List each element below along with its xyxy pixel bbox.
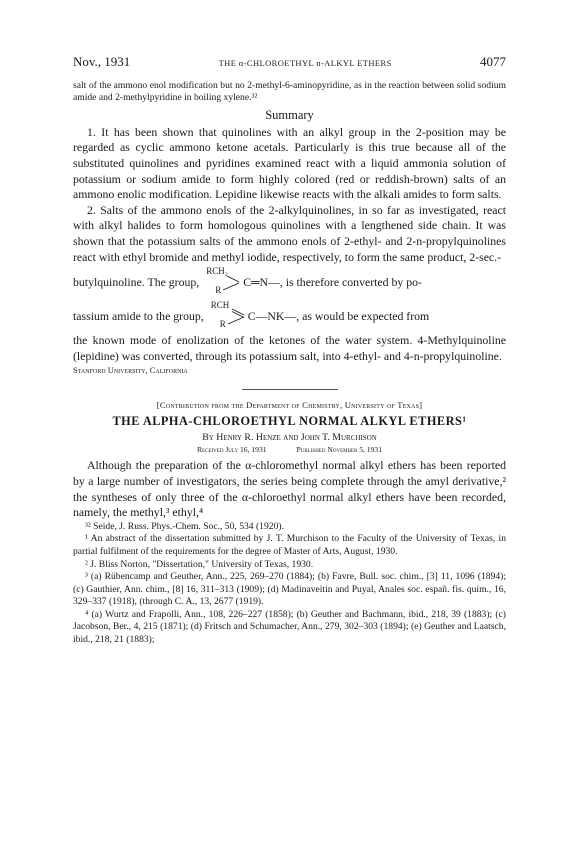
formula2-post-text: C—NK—, as would be expected from — [247, 308, 430, 323]
article-dates — [73, 445, 506, 454]
formula1-bottom-group: R — [215, 285, 222, 296]
bond-lines-1 — [199, 265, 243, 299]
summary-heading: Summary — [265, 107, 314, 122]
ketimine-structure — [199, 265, 243, 299]
summary-paragraph-2: 2. Salts of the ammono enols of the 2-alkylquinolines, in so far as investigated, react with alkyl halides to form homologous quinolines with a lengthened side chain. It was shown that the potassium salts of the ammono enols of 2-ethyl- and 2-n-propylquinolines react with ethyl bromide and methyl iodide, respectively, to form the same product, 2-sec.- — [73, 202, 506, 264]
formula-line-1 — [73, 265, 506, 299]
formula1-top-group: RCH₂ — [206, 266, 228, 277]
formula-line-2 — [73, 299, 506, 333]
article-body: Although the preparation of the α-chloromethyl normal alkyl ethers has been reported by a large number of investigators, the series being complete through the amyl derivative,² the syntheses of only three of the α-chloroethyl normal alkyl ethers have been recorded, namely, the methyl,³ ethyl,⁴ — [73, 458, 506, 520]
bond-lines-2 — [204, 299, 248, 333]
running-title: THE α-CHLOROETHYL n-ALKYL ETHERS — [218, 58, 392, 68]
page-number: 4077 — [479, 54, 506, 69]
intro-note: salt of the ammono enol modification but no 2-methyl-6-aminopyridine, as in the reaction between solid sodium amide and 2-methylpyridine in boiling xylene.³² — [73, 80, 506, 104]
summary-paragraph-1: 1. It has been shown that quinolines with an alkyl group in the 2-position may be regarded as cyclic ammono ketone acetals. Particularly is this true because all of the substituted quinolines and pyridines examined react with a liquid ammonia solution of potassium or sodium amide to form highly colored (red or reddish-brown) salts of an ammono enolic modification. Lepidine likewise reacts with the alkali amides to form salts. — [73, 124, 506, 202]
footnote-3: ³ (a) Rübencamp and Geuther, Ann., 225, 269–270 (1884); (b) Favre, Bull. soc. chim., [3] 11, 1096 (1894); (c) Gauthier, Ann. chim., [8] 16, 311–313 (1909); (d) Madinaveitin and Puyal, Anales soc. españ. fis. quím., 16, 329–337 (1918), (through C. A., 13, 2677 (1919). — [73, 571, 506, 608]
section-divider — [242, 389, 338, 390]
published-date: Published November 5, 1931 — [296, 445, 382, 455]
footnote-2: ² J. Bliss Norton, "Dissertation," University of Texas, 1930. — [85, 558, 314, 570]
article-title: THE ALPHA-CHLOROETHYL NORMAL ALKYL ETHERS¹ — [112, 414, 467, 429]
enamine-structure — [204, 299, 248, 333]
formula1-post-text: C═N—, is therefore converted by po- — [243, 274, 422, 289]
article-authors: By Henry R. Henze and John T. Murchison — [202, 432, 377, 444]
formula2-top-group: RCH — [210, 300, 230, 311]
footnotes — [73, 521, 506, 647]
formula2-bottom-group: R — [219, 319, 226, 330]
running-head — [73, 54, 506, 70]
contribution-line: [Contribution from the Department of Chemistry, University of Texas] — [156, 400, 423, 411]
received-date: Received July 16, 1931 — [196, 445, 267, 455]
affiliation: Stanford University, California — [73, 365, 188, 376]
formula2-pre-text: tassium amide to the group, — [73, 308, 204, 323]
summary-paragraph-3: the known mode of enolization of the ketones of the water system. 4-Methylquinoline (lepidine) was converted, through its potassium salt, into 4-ethyl- and 4-n-propylquinoline. — [73, 333, 506, 363]
footnote-32: ³² Seide, J. Russ. Phys.-Chem. Soc., 50, 534 (1920). — [85, 520, 284, 532]
footnote-1: ¹ An abstract of the dissertation submitted by J. T. Murchison to the Faculty of the University of Texas, in partial fulfilment of the requirements for the degree of Master of Arts, August, 1930. — [73, 533, 506, 557]
formula1-pre-text: butylquinoline. The group, — [73, 274, 200, 289]
issue-date: Nov., 1931 — [73, 54, 131, 69]
footnote-4: ⁴ (a) Wurtz and Frapolli, Ann., 108, 226–227 (1858); (b) Geuther and Bachmann, ibid., 218, 39 (1883); (c) Jacobson, Ber., 4, 215 (1871); (d) Fritsch and Schumacher, Ann., 279, 302–303 (1894); (e) Geuther and Laatsch, ibid., 218, 21 (1883); — [73, 608, 506, 646]
